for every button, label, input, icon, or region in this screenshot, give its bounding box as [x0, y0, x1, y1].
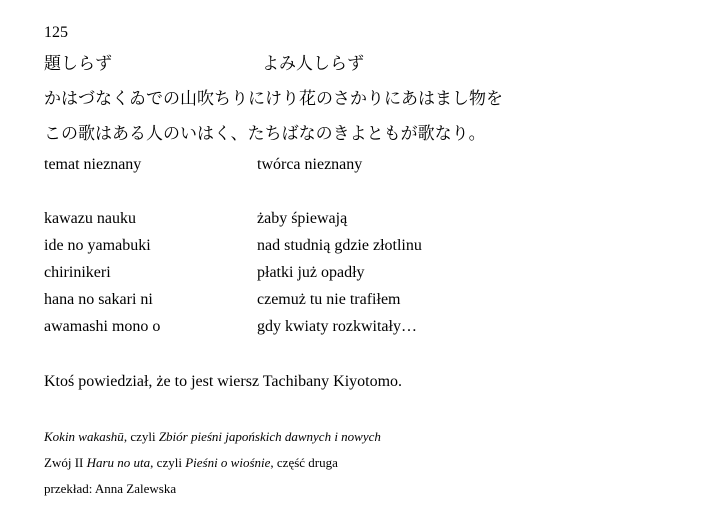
- pl-author: twórca nieznany: [257, 156, 363, 173]
- source-title-polish: Zbiór pieśni japońskich dawnych i nowych: [158, 429, 381, 444]
- attribution-note: Ktoś powiedział, że to jest wiersz Tachibany Kiyotomo.: [44, 373, 403, 390]
- source-line-scroll: [44, 456, 338, 469]
- jp-attribution-note: この歌はある人のいはく、たちばなのきよともが歌なり。: [44, 124, 486, 144]
- scroll-title-polish: Pieśni o wiośnie: [185, 455, 271, 470]
- romaji-line: awamashi mono o: [44, 318, 161, 335]
- polish-line: płatki już opadły: [257, 264, 365, 281]
- scroll-connector: , czyli: [150, 455, 186, 470]
- jp-author: よみ人しらず: [262, 54, 364, 74]
- translator-credit: przekład: Anna Zalewska: [44, 481, 177, 496]
- pl-title: temat nieznany: [44, 156, 142, 173]
- scroll-suffix: , część druga: [270, 455, 338, 470]
- jp-poem-text: かはづなくゐでの山吹ちりにけり花のさかりにあはまし物を: [44, 89, 503, 109]
- polish-line: czemuż tu nie trafiłem: [257, 291, 401, 308]
- romaji-line: ide no yamabuki: [44, 237, 151, 254]
- scroll-title-japanese: Haru no uta: [86, 455, 151, 470]
- source-line-collection: [44, 430, 381, 443]
- jp-title: 題しらず: [44, 54, 112, 74]
- scroll-prefix: Zwój II: [44, 455, 87, 470]
- source-title-japanese: Kokin wakashū: [44, 429, 124, 444]
- polish-line: żaby śpiewają: [257, 210, 348, 227]
- poem-number: 125: [44, 24, 68, 41]
- romaji-line: hana no sakari ni: [44, 291, 153, 308]
- polish-line: nad studnią gdzie złotlinu: [257, 237, 422, 254]
- romaji-line: kawazu nauku: [44, 210, 136, 227]
- source-connector: , czyli: [123, 429, 159, 444]
- polish-line: gdy kwiaty rozkwitały…: [257, 318, 417, 335]
- romaji-line: chirinikeri: [44, 264, 111, 281]
